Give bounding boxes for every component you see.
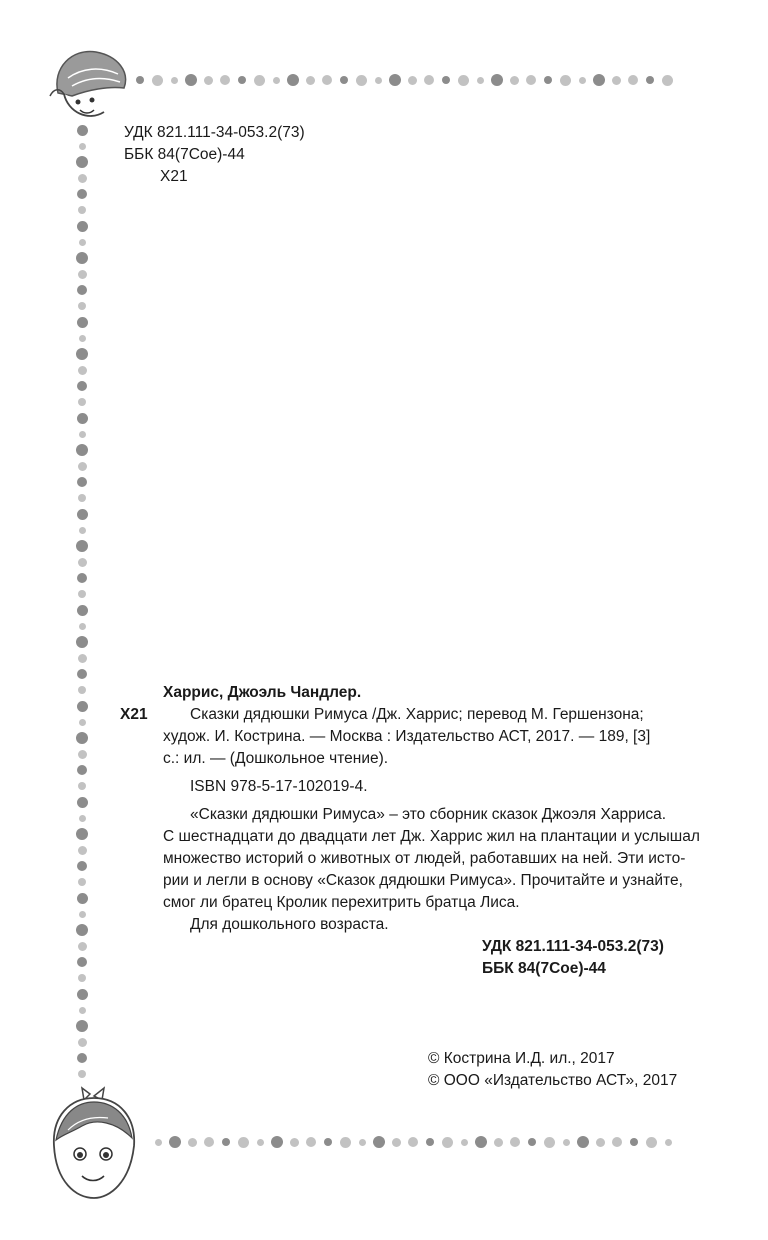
border-dot	[408, 76, 417, 85]
udk-code: УДК 821.111-34-053.2(73)	[124, 124, 305, 141]
border-dot	[510, 76, 519, 85]
border-dot	[204, 76, 213, 85]
border-dot	[306, 1137, 316, 1147]
border-dot	[76, 924, 88, 936]
border-dot	[77, 573, 87, 583]
border-dot	[77, 509, 88, 520]
girl-face-icon	[44, 1086, 144, 1206]
border-dot	[78, 302, 86, 310]
border-dot	[78, 270, 87, 279]
border-dot	[324, 1138, 332, 1146]
border-dot	[79, 623, 86, 630]
border-dot	[76, 1020, 88, 1032]
border-dot	[78, 462, 87, 471]
author-mark: Х21	[160, 168, 188, 185]
border-dot	[389, 74, 401, 86]
border-dot	[76, 636, 88, 648]
border-dot	[77, 605, 88, 616]
border-dot	[77, 989, 88, 1000]
description-line: худож. И. Кострина. — Москва : Издательство АСТ, 2017. — 189, [3]	[163, 728, 651, 745]
border-dot	[76, 732, 88, 744]
border-dot	[408, 1137, 418, 1147]
border-dot	[442, 76, 450, 84]
border-dot	[494, 1138, 503, 1147]
border-dot	[477, 77, 484, 84]
border-dot	[78, 1038, 87, 1047]
border-dot	[596, 1138, 605, 1147]
border-dot	[475, 1136, 487, 1148]
border-dot	[152, 75, 163, 86]
border-dot	[79, 719, 86, 726]
border-dot	[563, 1139, 570, 1146]
border-dot	[373, 1136, 385, 1148]
border-dot	[76, 828, 88, 840]
border-dot	[155, 1139, 162, 1146]
border-dot	[544, 76, 552, 84]
border-dot	[273, 77, 280, 84]
border-dot	[79, 815, 86, 822]
udk-code-bottom: УДК 821.111-34-053.2(73)	[482, 938, 664, 955]
girl-head-icon	[38, 38, 134, 128]
border-dot	[79, 1007, 86, 1014]
border-dot	[77, 765, 87, 775]
annotation-line: рии и легли в основу «Сказок дядюшки Римуса». Прочитайте и узнайте,	[163, 872, 683, 889]
border-dot	[169, 1136, 181, 1148]
border-dot	[662, 75, 673, 86]
border-dot	[257, 1139, 264, 1146]
border-dot	[78, 974, 86, 982]
border-dot	[204, 1137, 214, 1147]
border-dot	[79, 527, 86, 534]
border-dot	[77, 381, 87, 391]
annotation-line: множество историй о животных от людей, работавших на ней. Эти исто-	[163, 850, 686, 867]
border-dot	[76, 348, 88, 360]
border-dot	[271, 1136, 283, 1148]
border-dot	[78, 782, 86, 790]
border-dot	[78, 846, 87, 855]
border-dot	[526, 75, 536, 85]
border-dot	[76, 156, 88, 168]
border-dot	[220, 75, 230, 85]
border-dot	[78, 366, 87, 375]
border-dot	[77, 477, 87, 487]
border-dot	[79, 431, 86, 438]
bbk-code-bottom: ББК 84(7Сое)-44	[482, 960, 606, 977]
border-dot	[359, 1139, 366, 1146]
annotation-line: С шестнадцати до двадцати лет Дж. Харрис жил на плантации и услышал	[163, 828, 700, 845]
description-line: с.: ил. — (Дошкольное чтение).	[163, 750, 389, 767]
border-dot	[290, 1138, 299, 1147]
copyright-line: © Кострина И.Д. ил., 2017	[428, 1050, 615, 1067]
border-dot	[78, 654, 87, 663]
border-dot	[77, 701, 88, 712]
border-dot	[78, 590, 86, 598]
border-dot	[510, 1137, 520, 1147]
border-dot	[78, 750, 87, 759]
description-line: Сказки дядюшки Римуса /Дж. Харрис; перевод М. Гершензона;	[190, 706, 644, 723]
author-heading: Харрис, Джоэль Чандлер.	[163, 684, 362, 701]
border-dot	[560, 75, 571, 86]
border-dot	[612, 1137, 622, 1147]
border-dot	[593, 74, 605, 86]
border-dot	[340, 76, 348, 84]
border-dot	[78, 878, 86, 886]
border-dot	[78, 206, 86, 214]
isbn: ISBN 978-5-17-102019-4.	[190, 778, 368, 795]
copyright-line: © ООО «Издательство АСТ», 2017	[428, 1072, 678, 1089]
border-dot	[375, 77, 382, 84]
border-dot	[78, 494, 86, 502]
border-dot	[287, 74, 299, 86]
border-dot	[77, 413, 88, 424]
border-dot	[612, 76, 621, 85]
border-dot	[77, 285, 87, 295]
border-dot	[458, 75, 469, 86]
border-dot	[630, 1138, 638, 1146]
border-dot	[544, 1137, 555, 1148]
border-dot	[77, 189, 87, 199]
border-dot	[78, 1070, 86, 1078]
border-dot	[646, 1137, 657, 1148]
border-dot	[77, 221, 88, 232]
border-dot	[77, 125, 88, 136]
border-dot	[306, 76, 315, 85]
border-dot	[577, 1136, 589, 1148]
border-dot	[78, 686, 86, 694]
border-dot	[77, 861, 87, 871]
border-dot	[79, 335, 86, 342]
border-dot	[76, 252, 88, 264]
border-dot	[78, 398, 86, 406]
border-dot	[79, 143, 86, 150]
border-dot	[424, 75, 434, 85]
border-dot	[79, 911, 86, 918]
border-dot	[461, 1139, 468, 1146]
border-dot	[78, 174, 87, 183]
author-mark-side: Х21	[120, 706, 148, 723]
border-dot	[356, 75, 367, 86]
border-dot	[188, 1138, 197, 1147]
border-dot	[78, 942, 87, 951]
border-dot	[77, 317, 88, 328]
border-dot	[392, 1138, 401, 1147]
border-dot	[238, 76, 246, 84]
border-dot	[77, 893, 88, 904]
border-dot	[426, 1138, 434, 1146]
border-dot	[76, 444, 88, 456]
border-dot	[76, 540, 88, 552]
border-dot	[171, 77, 178, 84]
border-dot	[78, 558, 87, 567]
border-dot	[136, 76, 144, 84]
border-dot	[185, 74, 197, 86]
border-dot	[491, 74, 503, 86]
border-dot	[238, 1137, 249, 1148]
border-dot	[77, 797, 88, 808]
border-dot	[77, 957, 87, 967]
border-dot	[222, 1138, 230, 1146]
border-dot	[579, 77, 586, 84]
border-dot	[79, 239, 86, 246]
annotation-line: смог ли братец Кролик перехитрить братца Лиса.	[163, 894, 520, 911]
border-dot	[77, 1053, 87, 1063]
border-dot	[442, 1137, 453, 1148]
border-dot	[77, 669, 87, 679]
border-dot	[646, 76, 654, 84]
border-dot	[340, 1137, 351, 1148]
annotation-line: «Сказки дядюшки Римуса» – это сборник сказок Джоэля Харриса.	[190, 806, 667, 823]
border-dot	[665, 1139, 672, 1146]
border-dot	[628, 75, 638, 85]
age-rating: Для дошкольного возраста.	[190, 916, 389, 933]
bbk-code: ББК 84(7Сое)-44	[124, 146, 245, 163]
border-dot	[528, 1138, 536, 1146]
border-dot	[254, 75, 265, 86]
border-dot	[322, 75, 332, 85]
